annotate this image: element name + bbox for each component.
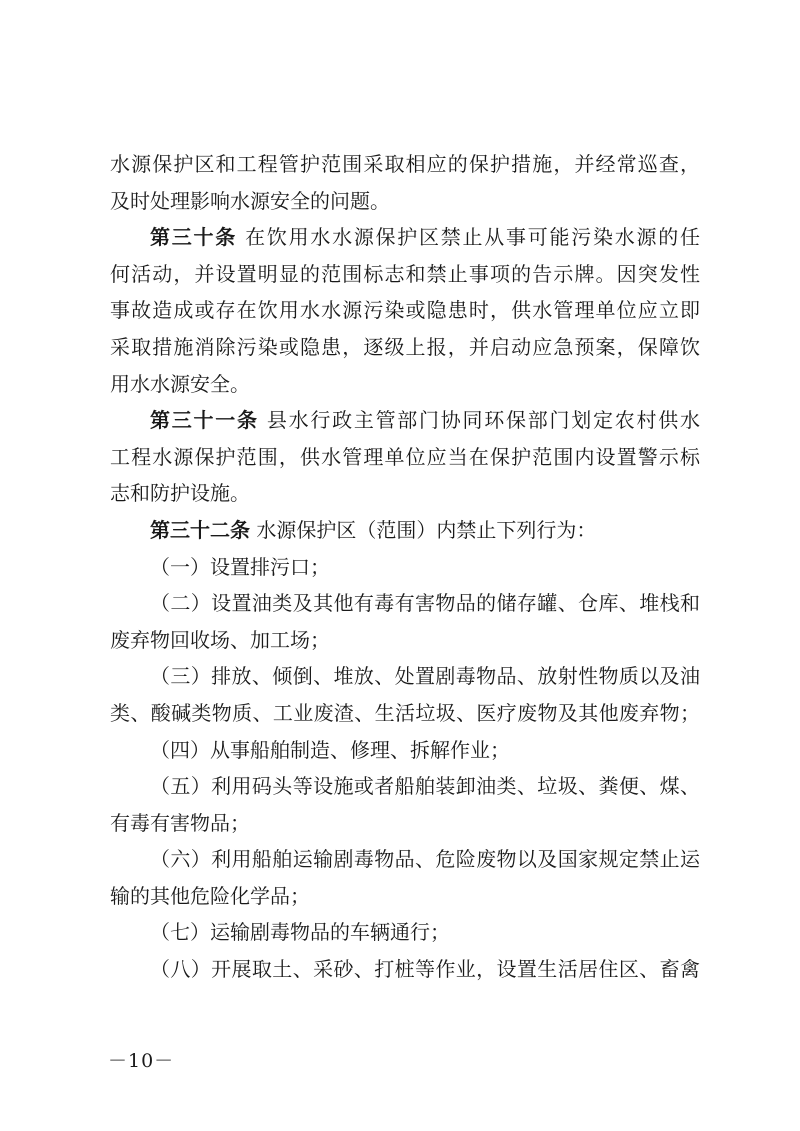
line-text: （六）利用船舶运输剧毒物品、危险废物以及国家规定禁止运 [150, 847, 700, 872]
text-line [110, 475, 700, 512]
text-line [110, 549, 700, 586]
text-line [110, 366, 700, 403]
line-text: （八）开展取土、采砂、打桩等作业，设置生活居住区、畜禽 [150, 957, 700, 982]
line-text: 废弃物回收场、加工场； [110, 627, 330, 652]
text-line [110, 512, 700, 549]
line-text: （七）运输剧毒物品的车辆通行； [150, 920, 450, 945]
line-text: （一）设置排污口； [150, 554, 330, 579]
text-line [110, 329, 700, 366]
line-text: （二）设置油类及其他有毒有害物品的储存罐、仓库、堆栈和 [150, 591, 700, 616]
line-text: 用水水源安全。 [110, 371, 250, 396]
line-text: 输的其他危险化学品； [110, 883, 310, 908]
text-line [110, 951, 700, 988]
line-text: 水源保护区和工程管护范围采取相应的保护措施，并经常巡查， [110, 152, 700, 176]
text-line [110, 841, 700, 878]
line-text: 采取措施消除污染或隐患，逐级上报，并启动应急预案，保障饮 [110, 334, 700, 359]
line-text: 及时处理影响水源安全的问题。 [110, 188, 390, 213]
line-text: 事故造成或存在饮用水水源污染或隐患时，供水管理单位应立即 [110, 298, 700, 323]
line-text: （四）从事船舶制造、修理、拆解作业； [150, 737, 510, 762]
page-number: －10－ [108, 1050, 175, 1072]
text-line [110, 256, 700, 293]
text-line [110, 183, 700, 220]
text-line [110, 878, 700, 915]
body-text [110, 146, 700, 988]
text-line [110, 622, 700, 659]
article-number: 第三十二条 [150, 517, 250, 542]
line-text: 工程水源保护范围，供水管理单位应当在保护范围内设置警示标 [110, 444, 700, 469]
text-line [110, 768, 700, 805]
article-number: 第三十条 [150, 225, 237, 250]
text-line [110, 658, 700, 695]
text-line [110, 292, 700, 329]
line-text: 县水行政主管部门协同环保部门划定农村供水 [258, 408, 700, 433]
article-number: 第三十一条 [150, 408, 259, 433]
text-line [110, 402, 700, 439]
line-text: 在饮用水水源保护区禁止从事可能污染水源的任 [236, 225, 700, 250]
text-line [110, 146, 700, 183]
text-line [110, 219, 700, 256]
line-text: 类、酸碱类物质、工业废渣、生活垃圾、医疗废物及其他废弃物； [110, 700, 700, 725]
text-line [110, 695, 700, 732]
text-line [110, 914, 700, 951]
text-line [110, 439, 700, 476]
text-line [110, 805, 700, 842]
line-text: 水源保护区（范围）内禁止下列行为： [250, 517, 597, 542]
text-line [110, 732, 700, 769]
text-line [110, 585, 700, 622]
line-text: 志和防护设施。 [110, 481, 250, 506]
line-text: （五）利用码头等设施或者船舶装卸油类、垃圾、粪便、煤、 [150, 774, 700, 799]
line-text: 有毒有害物品； [110, 810, 250, 835]
line-text: （三）排放、倾倒、堆放、处置剧毒物品、放射性物质以及油 [150, 664, 700, 689]
line-text: 何活动，并设置明显的范围标志和禁止事项的告示牌。因突发性 [110, 261, 700, 286]
